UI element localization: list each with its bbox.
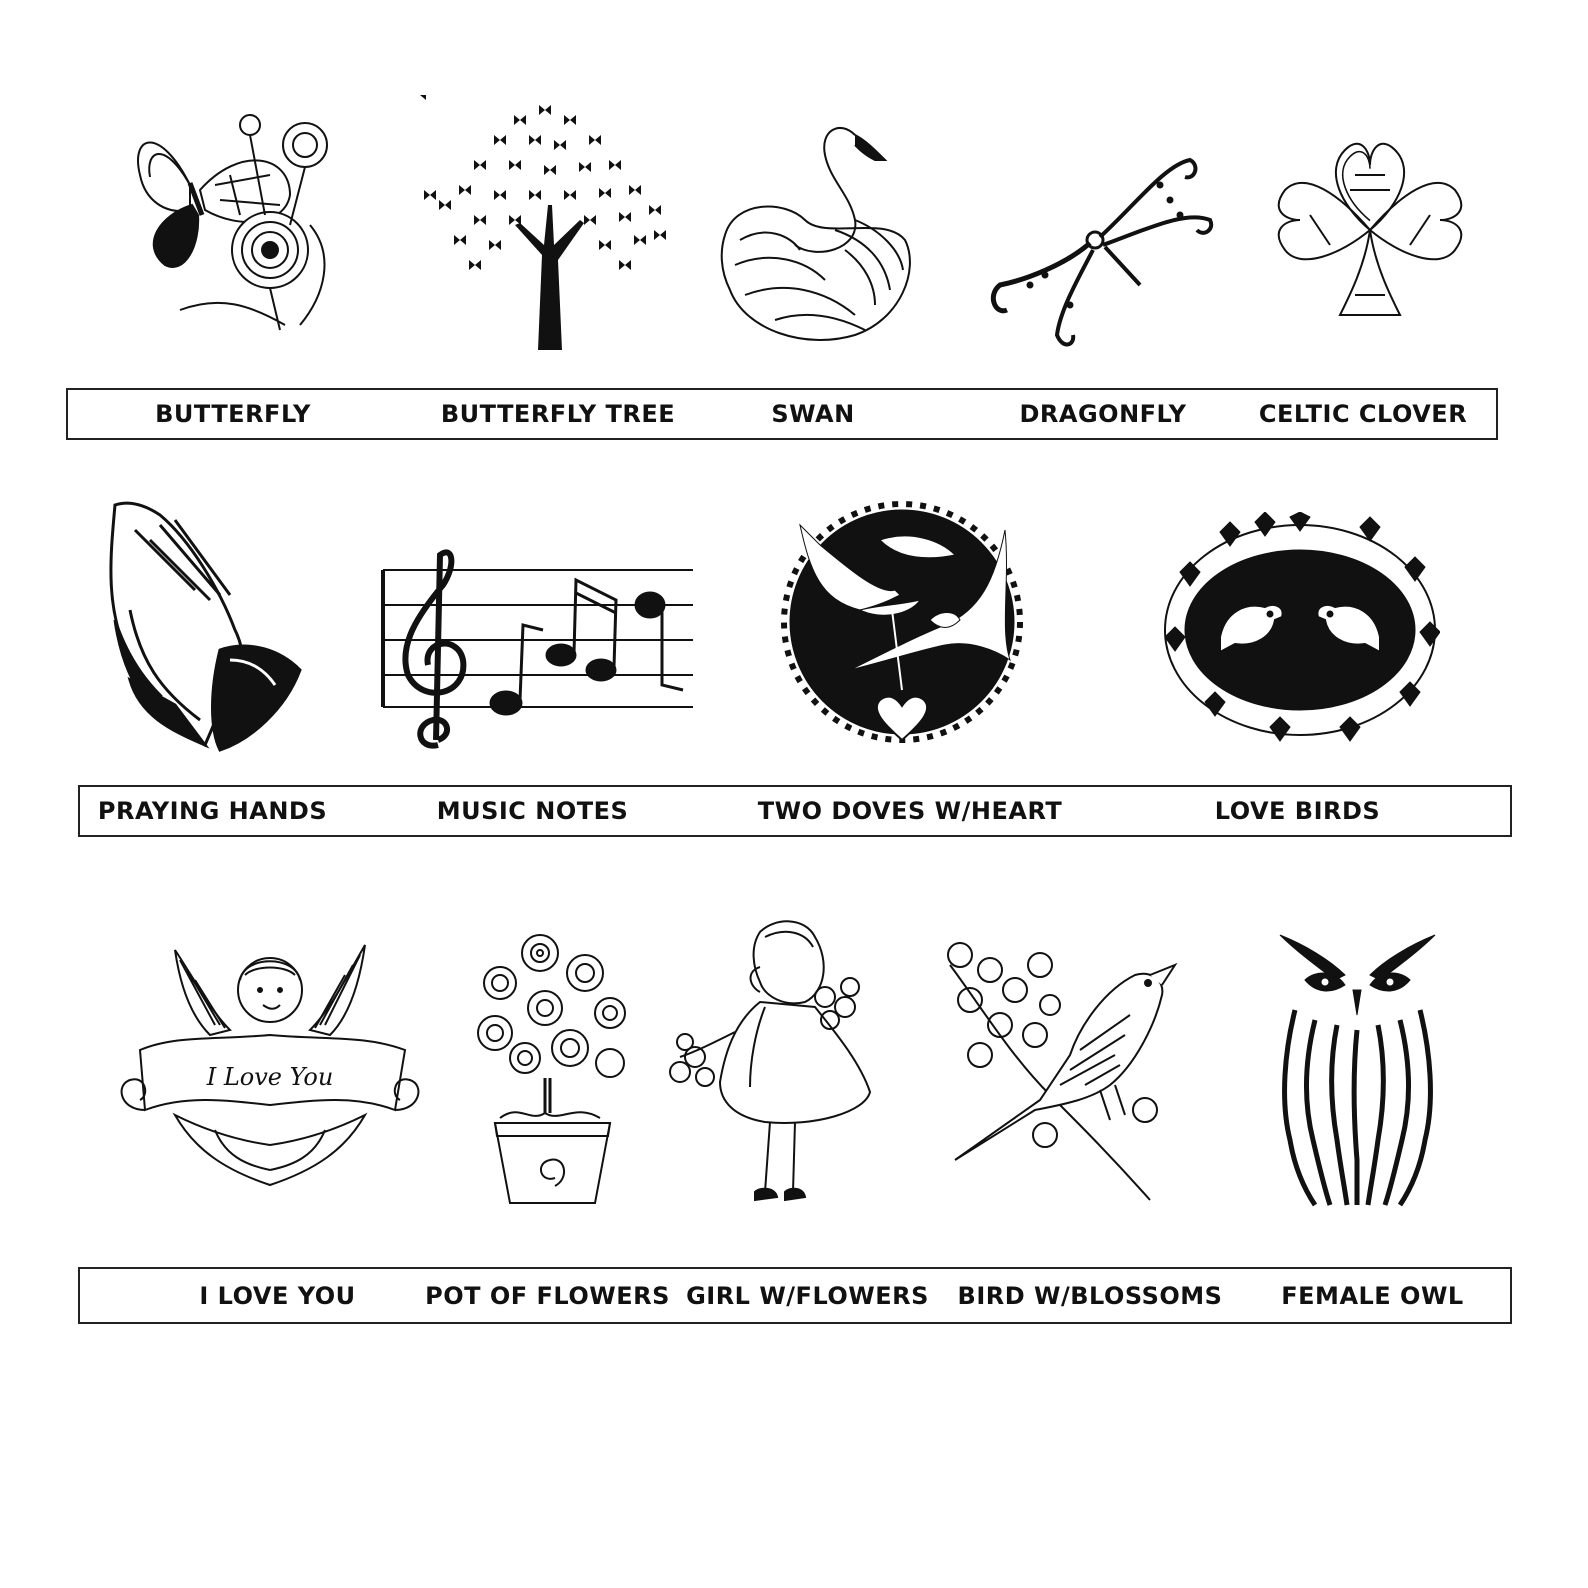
butterfly-icon xyxy=(120,105,350,335)
music-notes-art xyxy=(378,545,698,755)
label-girl-with-flowers: GIRL W/FLOWERS xyxy=(686,1281,929,1310)
bird-with-blossoms-art xyxy=(940,935,1190,1205)
praying-hands-icon xyxy=(100,500,305,755)
label-butterfly: BUTTERFLY xyxy=(155,400,311,428)
dragonfly-art xyxy=(985,145,1215,350)
label-love-birds: LOVE BIRDS xyxy=(1214,797,1381,825)
flower-pot-icon xyxy=(470,928,635,1210)
row-2-label-bar xyxy=(78,785,1512,837)
celtic-clover-art xyxy=(1270,135,1470,325)
label-i-love-you: I LOVE YOU xyxy=(199,1281,356,1310)
two-doves-art xyxy=(780,500,1025,755)
label-two-doves: TWO DOVES W/HEART xyxy=(757,797,1063,825)
clover-icon xyxy=(1270,135,1470,325)
dragonfly-icon xyxy=(985,145,1215,350)
swan-art xyxy=(715,120,915,350)
praying-hands-art xyxy=(100,500,305,755)
doves-icon xyxy=(780,500,1025,755)
music-notes-icon xyxy=(378,545,698,755)
girl-icon xyxy=(665,912,875,1212)
label-swan: SWAN xyxy=(771,400,855,428)
love-birds-art xyxy=(1160,512,1440,747)
owl-icon xyxy=(1275,930,1440,1210)
label-celtic-clover: CELTIC CLOVER xyxy=(1258,400,1468,428)
label-butterfly-tree: BUTTERFLY TREE xyxy=(440,400,676,428)
bird-icon xyxy=(940,935,1190,1205)
i-love-you-art xyxy=(115,940,425,1200)
row-1-label-bar xyxy=(66,388,1498,440)
label-music-notes: MUSIC NOTES xyxy=(436,797,629,825)
row-3-label-bar xyxy=(78,1267,1512,1324)
swan-icon xyxy=(715,120,915,350)
label-dragonfly: DRAGONFLY xyxy=(1019,400,1187,428)
label-female-owl: FEMALE OWL xyxy=(1281,1281,1464,1310)
tree-icon xyxy=(420,95,670,350)
love-birds-icon xyxy=(1160,512,1440,747)
label-bird-with-blossoms: BIRD W/BLOSSOMS xyxy=(957,1281,1223,1310)
butterfly-tree-art xyxy=(420,95,670,350)
label-praying-hands: PRAYING HANDS xyxy=(97,797,328,825)
angel-banner-icon xyxy=(115,940,425,1200)
female-owl-art xyxy=(1275,930,1440,1210)
butterfly-art xyxy=(120,105,350,335)
label-pot-of-flowers: POT OF FLOWERS xyxy=(425,1281,670,1310)
pot-of-flowers-art xyxy=(470,928,635,1210)
banner-text: I Love You xyxy=(206,1063,334,1091)
girl-with-flowers-art xyxy=(665,912,875,1212)
